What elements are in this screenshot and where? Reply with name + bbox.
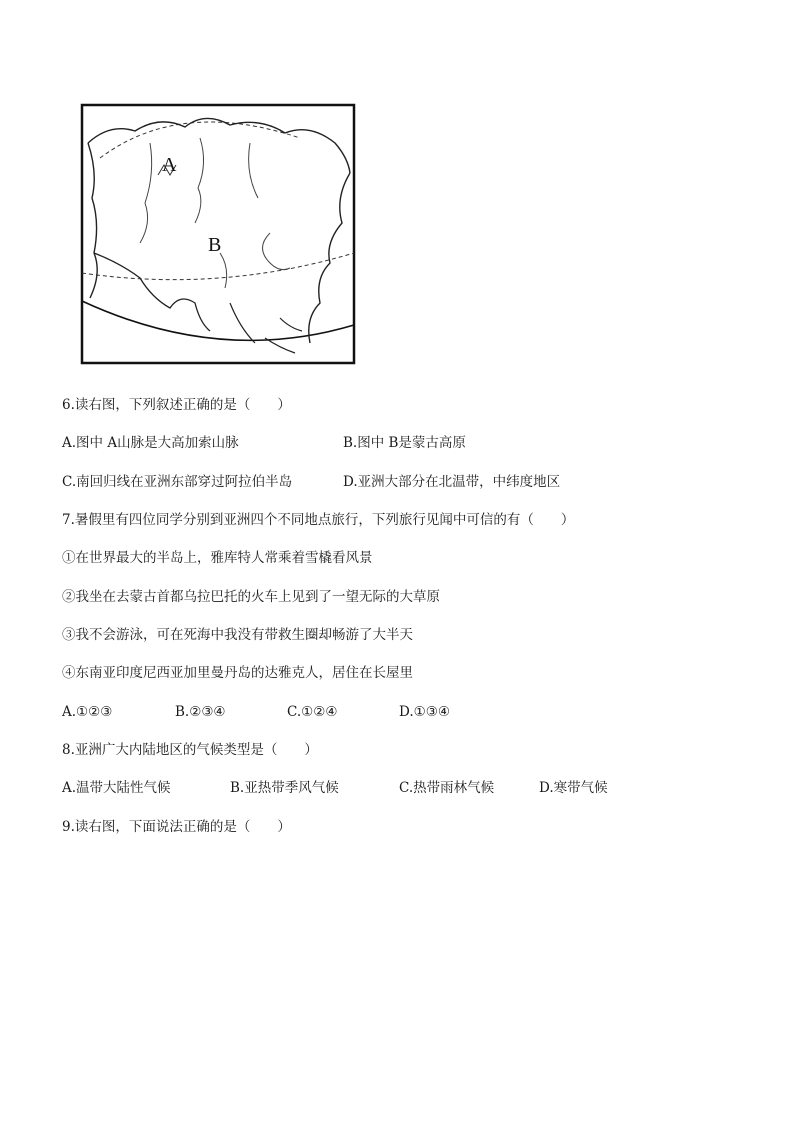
q7-statement-4: ④东南亚印度尼西亚加里曼丹岛的达雅克人，居住在长屋里 <box>62 665 413 681</box>
q7-option-c: C.①②④ <box>287 704 338 720</box>
q7-option-a: A.①②③ <box>62 704 113 720</box>
q7-statement-3: ③我不会游泳，可在死海中我没有带救生圈却畅游了大半天 <box>62 627 413 643</box>
question-7-stem: 7.暑假里有四位同学分别到亚洲四个不同地点旅行，下列旅行见闻中可信的有（ ） <box>62 512 575 528</box>
q7-statement-2: ②我坐在去蒙古首都乌拉巴托的火车上见到了一望无际的大草原 <box>62 589 440 605</box>
q7-statement-1: ①在世界最大的半岛上，雅库特人常乘着雪橇看风景 <box>62 550 373 566</box>
q8-option-a: A.温带大陆性气候 <box>62 780 171 796</box>
map-label-a: A <box>162 154 177 176</box>
asia-map-figure <box>80 103 356 365</box>
q6-option-b: B.图中 B是蒙古高原 <box>343 435 466 451</box>
q8-option-c: C.热带雨林气候 <box>399 780 495 796</box>
asia-map-svg <box>80 103 356 365</box>
question-9-stem: 9.读右图，下面说法正确的是（ ） <box>62 819 291 835</box>
map-label-b: B <box>208 234 222 256</box>
question-6-stem: 6.读右图，下列叙述正确的是（ ） <box>62 397 291 413</box>
question-8-stem: 8.亚洲广大内陆地区的气候类型是（ ） <box>62 742 318 758</box>
q6-option-c: C.南回归线在亚洲东部穿过阿拉伯半岛 <box>62 474 293 490</box>
q8-option-b: B.亚热带季风气候 <box>230 780 339 796</box>
q8-option-d: D.寒带气候 <box>539 780 608 796</box>
q7-option-b: B.②③④ <box>175 704 226 720</box>
q6-option-d: D.亚洲大部分在北温带，中纬度地区 <box>343 474 561 490</box>
q6-option-a: A.图中 A山脉是大高加索山脉 <box>62 435 239 451</box>
q7-option-d: D.①③④ <box>399 704 450 720</box>
